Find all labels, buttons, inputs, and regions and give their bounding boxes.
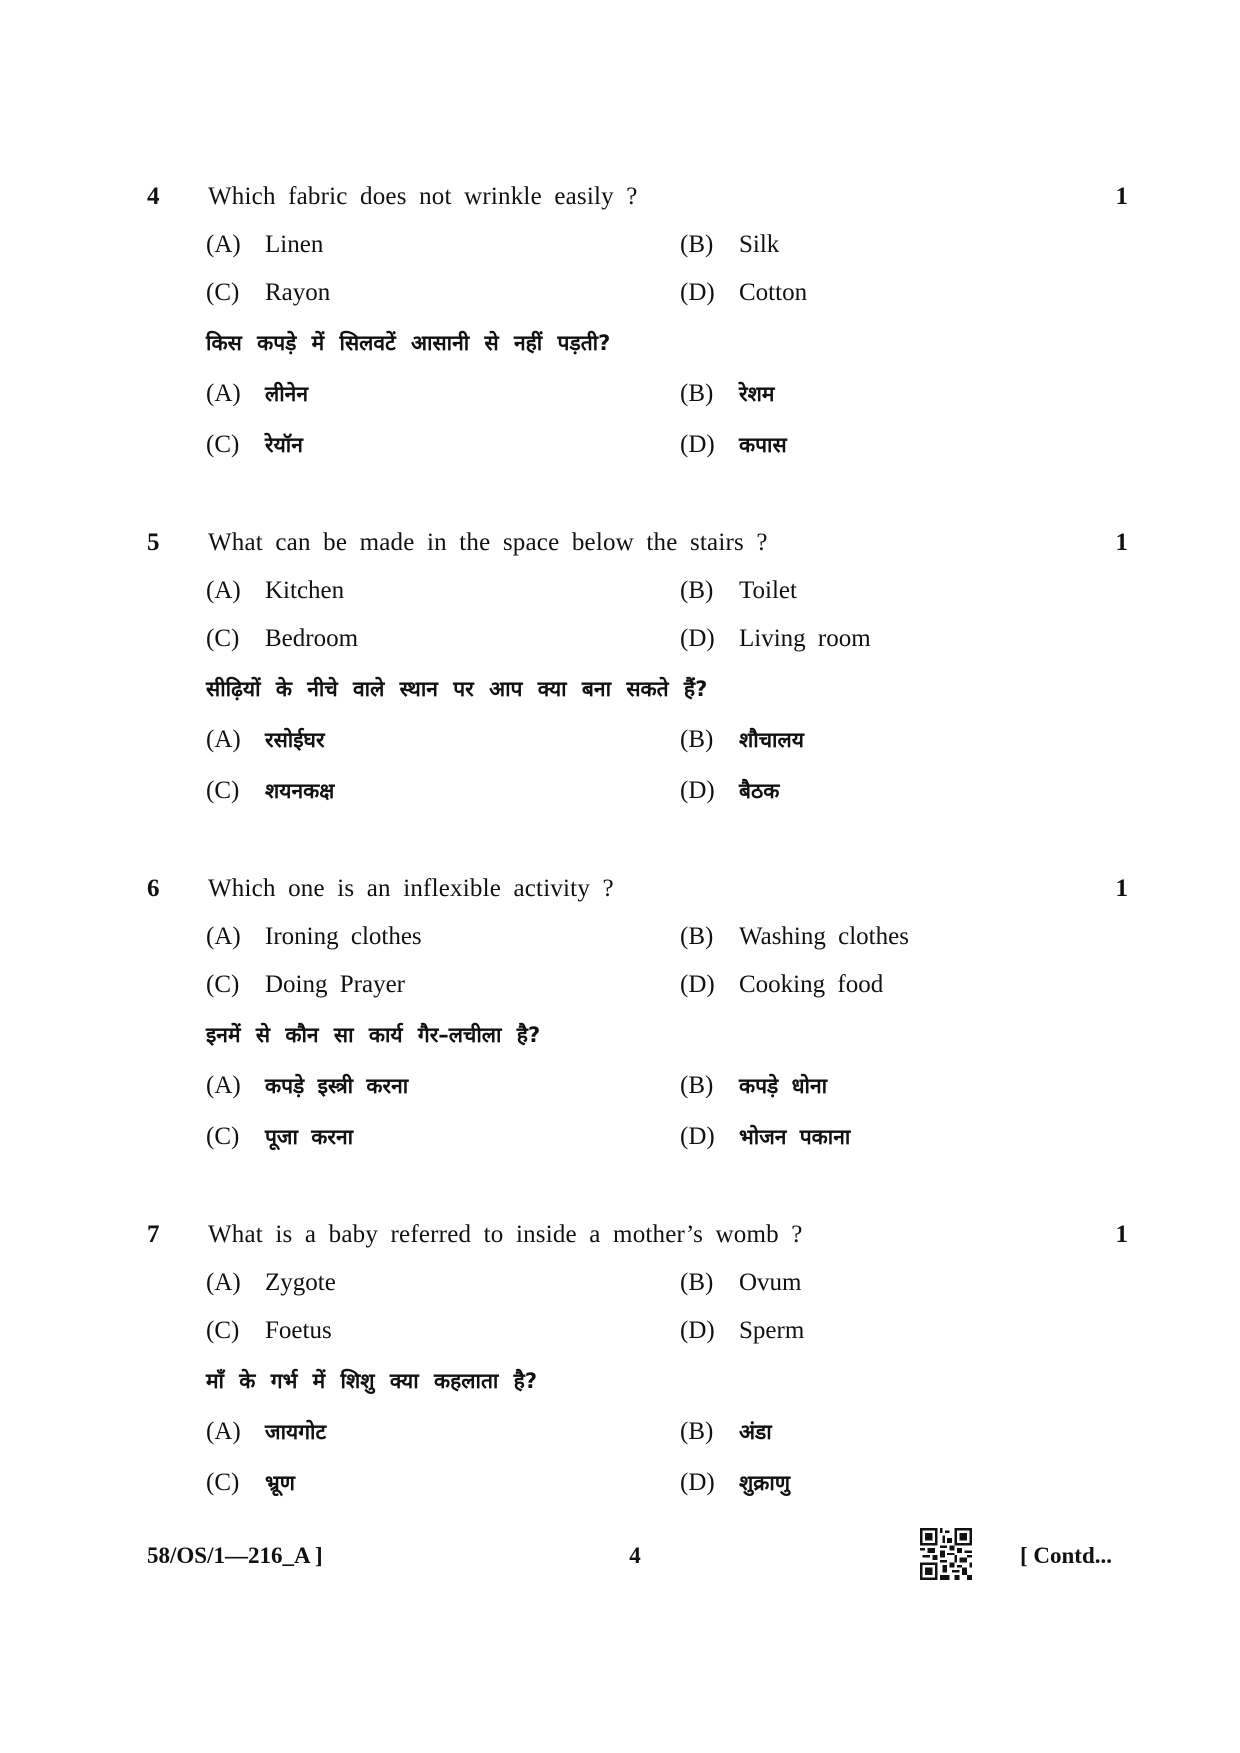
option-letter: (D) <box>680 971 715 998</box>
option-letter: (D) <box>680 625 715 652</box>
option-text: रेयॉन <box>265 433 303 457</box>
option-letter: (B) <box>680 1072 714 1099</box>
question-marks: 1 <box>1115 529 1128 556</box>
option-letter: (C) <box>206 1317 240 1344</box>
option-letter: (C) <box>206 625 240 652</box>
option-text: Washing clothes <box>739 923 909 950</box>
option-letter: (B) <box>680 577 714 604</box>
option-letter: (B) <box>680 726 714 753</box>
option-text: Kitchen <box>265 577 345 604</box>
option-letter: (D) <box>680 777 715 804</box>
option-letter: (C) <box>206 777 240 804</box>
option-text: Cotton <box>739 279 808 306</box>
option-text: शौचालय <box>739 728 804 752</box>
question-number: 4 <box>147 183 160 210</box>
option-letter: (D) <box>680 279 715 306</box>
option-a <box>206 1266 336 1300</box>
option-letter: (D) <box>680 1317 715 1344</box>
hindi-option-c <box>206 1120 353 1154</box>
option-b <box>680 1266 802 1300</box>
option-text: लीनेन <box>265 382 308 406</box>
option-text: रेशम <box>739 382 775 406</box>
option-letter: (A) <box>206 380 241 407</box>
option-text: अंडा <box>739 1420 772 1444</box>
option-letter: (B) <box>680 923 714 950</box>
hindi-option-c <box>206 428 303 462</box>
option-letter: (C) <box>206 1123 240 1150</box>
hindi-option-b <box>680 723 804 757</box>
option-a <box>206 228 323 262</box>
question-marks: 1 <box>1115 183 1128 210</box>
option-d <box>680 276 807 310</box>
option-text: Sperm <box>739 1317 805 1344</box>
option-text: Bedroom <box>265 625 359 652</box>
option-letter: (C) <box>206 431 240 458</box>
option-text: रसोईघर <box>265 728 325 752</box>
hindi-option-a <box>206 377 308 411</box>
option-text: बैठक <box>739 779 780 803</box>
hindi-option-d <box>680 1466 790 1500</box>
hindi-option-a <box>206 1415 326 1449</box>
option-letter: (B) <box>680 231 714 258</box>
option-letter: (B) <box>680 1418 714 1445</box>
hindi-question-text: सीढ़ियों के नीचे वाले स्थान पर आप क्या बना सकते हैं? <box>206 677 708 701</box>
option-letter: (A) <box>206 726 241 753</box>
option-letter: (B) <box>680 1269 714 1296</box>
option-d <box>680 1314 804 1348</box>
hindi-option-d <box>680 1120 850 1154</box>
page-number: 4 <box>629 1543 641 1568</box>
option-b <box>680 574 797 608</box>
option-letter: (D) <box>680 431 715 458</box>
hindi-option-a <box>206 1069 408 1103</box>
option-letter: (A) <box>206 231 241 258</box>
hindi-option-d <box>680 774 779 808</box>
option-d <box>680 622 871 656</box>
option-text: शुक्राणु <box>739 1471 791 1495</box>
option-letter: (A) <box>206 923 241 950</box>
option-text: Doing Prayer <box>265 971 405 998</box>
hindi-option-a <box>206 723 325 757</box>
continued-label: [ Contd... <box>1020 1543 1113 1568</box>
hindi-option-b <box>680 377 774 411</box>
option-letter: (D) <box>680 1123 715 1150</box>
option-letter: (A) <box>206 1418 241 1445</box>
option-c <box>206 622 358 656</box>
option-text: कपास <box>739 433 787 457</box>
option-text: भोजन पकाना <box>739 1125 851 1149</box>
question-number: 5 <box>147 529 160 556</box>
option-text: पूजा करना <box>265 1125 354 1149</box>
option-text: Cooking food <box>739 971 884 998</box>
question-text: What is a baby referred to inside a mother’s womb ? <box>208 1221 803 1248</box>
option-a <box>206 920 422 954</box>
option-letter: (D) <box>680 1469 715 1496</box>
option-c <box>206 1314 332 1348</box>
option-letter: (A) <box>206 1269 241 1296</box>
option-letter: (B) <box>680 380 714 407</box>
hindi-question-text: इनमें से कौन सा कार्य गैर–लचीला है? <box>206 1023 541 1047</box>
question-marks: 1 <box>1115 1221 1128 1248</box>
option-text: Linen <box>265 231 324 258</box>
option-text: कपड़े धोना <box>739 1074 828 1098</box>
question-number: 7 <box>147 1221 160 1248</box>
qr-code-icon <box>920 1528 972 1580</box>
option-letter: (C) <box>206 971 240 998</box>
option-c <box>206 276 330 310</box>
option-b <box>680 228 779 262</box>
option-b <box>680 920 909 954</box>
option-text: भ्रूण <box>265 1471 295 1495</box>
option-c <box>206 968 405 1002</box>
question-text: Which fabric does not wrinkle easily ? <box>208 183 638 210</box>
option-d <box>680 968 883 1002</box>
option-text: Foetus <box>265 1317 332 1344</box>
question-text: What can be made in the space below the stairs ? <box>208 529 768 556</box>
hindi-option-c <box>206 774 334 808</box>
option-text: Living room <box>739 625 871 652</box>
option-text: Rayon <box>265 279 331 306</box>
hindi-option-c <box>206 1466 295 1500</box>
hindi-question-text: माँ के गर्भ में शिशु क्या कहलाता है? <box>206 1369 537 1393</box>
option-text: Toilet <box>739 577 797 604</box>
option-letter: (C) <box>206 279 240 306</box>
option-letter: (A) <box>206 577 241 604</box>
option-text: Ovum <box>739 1269 802 1296</box>
hindi-question-text: किस कपड़े में सिलवटें आसानी से नहीं पड़ती? <box>206 331 611 355</box>
option-a <box>206 574 344 608</box>
option-text: Silk <box>739 231 780 258</box>
option-text: शयनकक्ष <box>265 779 335 803</box>
option-letter: (A) <box>206 1072 241 1099</box>
hindi-option-b <box>680 1069 827 1103</box>
question-text: Which one is an inflexible activity ? <box>208 875 614 902</box>
option-text: जायगोट <box>265 1420 327 1444</box>
option-text: Zygote <box>265 1269 336 1296</box>
hindi-option-b <box>680 1415 772 1449</box>
question-number: 6 <box>147 875 160 902</box>
paper-code: 58/OS/1—216_A ] <box>147 1543 323 1568</box>
option-letter: (C) <box>206 1469 240 1496</box>
question-marks: 1 <box>1115 875 1128 902</box>
option-text: Ironing clothes <box>265 923 422 950</box>
option-text: कपड़े इस्त्री करना <box>265 1074 409 1098</box>
hindi-option-d <box>680 428 787 462</box>
